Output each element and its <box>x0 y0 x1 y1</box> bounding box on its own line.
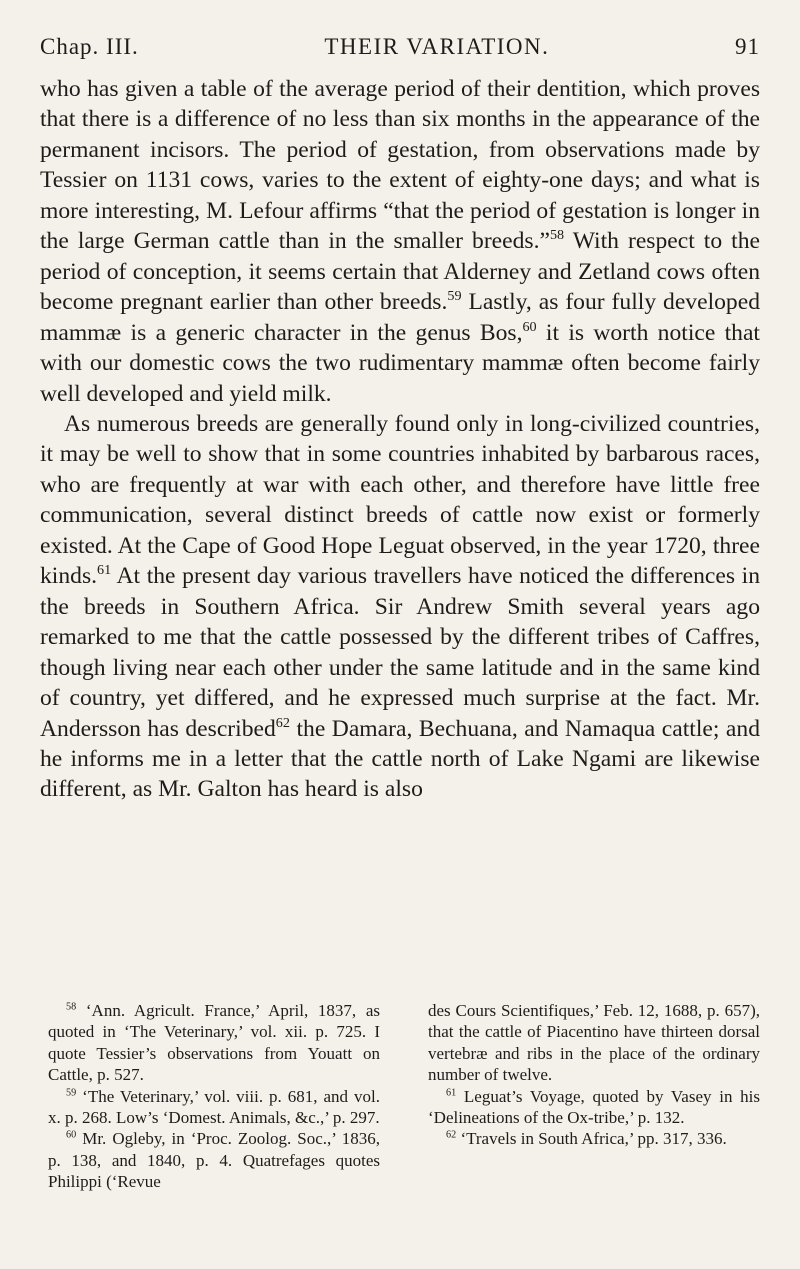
page-number: 91 <box>734 34 760 59</box>
footnote-mark: 62 <box>446 1129 457 1141</box>
footnote-60 <box>48 1128 380 1192</box>
footnote-ref-60: 60 <box>522 318 537 335</box>
paragraph-text: who has given a table of the average period of their dentition, which proves that there is a difference of no less than six months in the appearance of the permanent incisors. The period of gestation, from observations made by Tessier on 1131 cows, varies to the extent of eighty-one days; and what is more interesting, M. Lefour affirms “that the period of gestation is longer in the large German cattle than in the smaller breeds.” <box>40 76 760 255</box>
footnote-59 <box>48 1086 380 1129</box>
running-header <box>40 34 760 60</box>
footnote-text: ‘Ann. Agricult. France,’ April, 1837, as quoted in ‘The Veterinary,’ vol. xii. p. 725. I quote Tessier’s observations from Youatt on Cattle, p. 527. <box>48 1001 380 1085</box>
footnote-text: Mr. Ogleby, in ‘Proc. Zoolog. Soc.,’ 1836, p. 138, and 1840, p. 4. Quatrefages quotes Philippi (‘Revue <box>48 1129 380 1192</box>
footnotes-left-column <box>48 1000 380 1193</box>
paragraph-text: As numerous breeds are generally found only in long-civilized countries, it may be well to show that in some countries inhabited by barbarous races, who are frequently at war with each other, and therefore have little free communication, several distinct breeds of cattle now exist or formerly existed. At the Cape of Good Hope Leguat observed, in the year 1720, three kinds. <box>40 410 760 590</box>
footnote-mark: 59 <box>66 1086 77 1098</box>
chapter-label: Chap. III. <box>40 34 139 59</box>
footnote-ref-59: 59 <box>447 288 462 305</box>
paragraph <box>40 409 760 805</box>
paragraph-text: At the present day various travellers have noticed the differences in the breeds in Southern Africa. Sir Andrew Smith several years ago remarked to me that the cattle possessed by the different tribes of Caffres, though living near each other under the same latitude and in the same kind of country, yet differed, and he expressed much surprise at the fact. Mr. Andersson has described <box>40 563 760 742</box>
footnotes-right-column <box>428 1000 760 1193</box>
footnote-62 <box>428 1128 760 1149</box>
footnote-mark: 60 <box>66 1129 77 1141</box>
footnote-58 <box>48 1000 380 1086</box>
paragraph-text: it is worth notice that with our domestic cows the two rudimentary mammæ often become fairly well developed and yield milk. <box>40 319 760 407</box>
paragraph-text: the Damara, Bechuana, and Namaqua cattle; and he informs me in a letter that the cattle north of Lake Ngami are likewise different, as Mr. Galton has heard is also <box>40 715 760 803</box>
footnote-61 <box>428 1086 760 1129</box>
footnote-mark: 61 <box>446 1086 457 1098</box>
paragraph-text: With respect to the period of conception, it seems certain that Alderney and Zetland cows often become pregnant earlier than other breeds. <box>40 228 760 316</box>
footnotes <box>48 1000 760 1193</box>
footnote-ref-61: 61 <box>97 562 112 579</box>
paragraph <box>40 74 760 409</box>
footnote-mark: 58 <box>66 1001 77 1013</box>
footnote-ref-58: 58 <box>549 227 565 244</box>
footnote-text: ‘The Veterinary,’ vol. viii. p. 681, and vol. x. p. 268. Low’s ‘Domest. Animals, &c.,’ p. 297. <box>48 1086 380 1128</box>
footnote-ref-62: 62 <box>275 714 290 731</box>
body-text <box>40 74 760 805</box>
footnote-text: ‘Travels in South Africa,’ pp. 317, 336. <box>456 1129 727 1149</box>
running-title: THEIR VARIATION. <box>324 34 550 59</box>
footnote-text: Leguat’s Voyage, quoted by Vasey in his ‘Delineations of the Ox-tribe,’ p. 132. <box>428 1086 760 1128</box>
footnote-60-continued: des Cours Scientifiques,’ Feb. 12, 1688, p. 657), that the cattle of Piacentino have thirteen dorsal vertebræ and ribs in the place of the ordinary number of twelve. <box>428 1001 760 1085</box>
paragraph-text: Lastly, as four fully developed mammæ is a generic character in the genus Bos, <box>40 289 760 346</box>
